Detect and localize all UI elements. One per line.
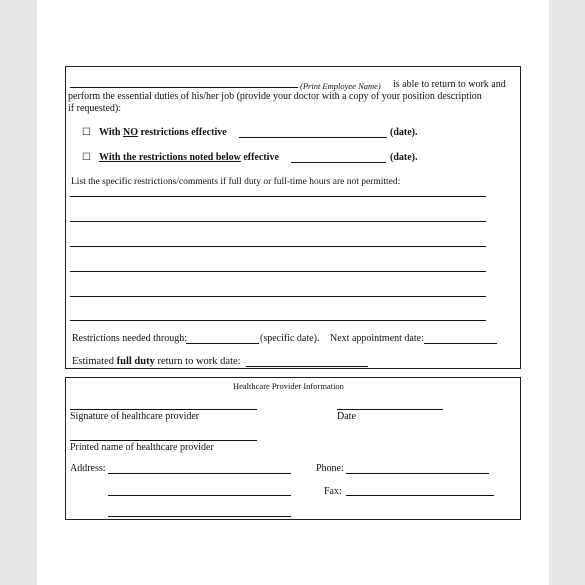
printed-name-field[interactable] <box>70 440 257 441</box>
estimated-prefix: Estimated <box>72 356 117 367</box>
signature-label: Signature of healthcare provider <box>70 411 200 422</box>
address-field-line2[interactable] <box>108 495 291 496</box>
return-statement-line2: perform the essential duties of his/her job (provide your doctor with a copy of your position description <box>68 91 482 102</box>
restriction-line[interactable] <box>70 320 486 321</box>
address-label: Address: <box>70 463 106 474</box>
provider-heading: Healthcare Provider Information <box>233 381 344 391</box>
employee-name-field[interactable] <box>70 87 298 88</box>
restriction-line[interactable] <box>70 246 486 247</box>
restrictions-list-label: List the specific restrictions/comments if full duty or full-time hours are not permitted: <box>71 177 401 187</box>
estimated-bold: full duty <box>116 356 155 367</box>
provider-date-label: Date <box>337 411 356 422</box>
specific-date-label: (specific date). <box>260 333 320 344</box>
with-restrictions-checkbox[interactable]: ☐ <box>82 152 91 163</box>
option2-tail: effective <box>240 152 279 163</box>
printed-name-label: Printed name of healthcare provider <box>70 442 214 453</box>
estimated-return-field[interactable] <box>246 366 368 367</box>
provider-date-field[interactable] <box>337 409 443 410</box>
with-restrictions-date-label: (date). <box>390 152 418 163</box>
print-employee-name-label: (Print Employee Name) <box>300 81 381 91</box>
next-appointment-label: Next appointment date: <box>330 333 424 344</box>
with-restrictions-date-field[interactable] <box>291 162 386 163</box>
no-restrictions-checkbox[interactable]: ☐ <box>82 127 91 138</box>
with-restrictions-label <box>99 152 279 164</box>
restriction-line[interactable] <box>70 271 486 272</box>
option1-tail: effective <box>188 127 227 138</box>
option1-suffix: restrictions <box>138 127 189 138</box>
restrictions-through-label: Restrictions needed through: <box>72 333 187 344</box>
signature-field[interactable] <box>70 409 257 410</box>
no-restrictions-date-label: (date). <box>390 127 418 138</box>
no-restrictions-label <box>99 127 227 139</box>
restriction-line[interactable] <box>70 296 486 297</box>
restriction-line[interactable] <box>70 221 486 222</box>
option2-underlined: With the restrictions noted below <box>99 152 241 163</box>
restriction-line[interactable] <box>70 196 486 197</box>
return-statement-line1: is able to return to work and <box>393 79 506 90</box>
next-appointment-field[interactable] <box>424 343 497 344</box>
option1-emph: NO <box>123 127 138 138</box>
fax-field[interactable] <box>346 495 494 496</box>
estimated-return-label <box>72 356 241 368</box>
option1-prefix: With <box>99 127 123 138</box>
phone-field[interactable] <box>346 473 489 474</box>
address-field-line1[interactable] <box>108 473 291 474</box>
restrictions-through-field[interactable] <box>186 343 259 344</box>
address-field-line3[interactable] <box>108 516 291 517</box>
return-to-work-section <box>65 66 521 369</box>
estimated-suffix: return to work date: <box>154 356 241 367</box>
fax-label: Fax: <box>324 486 342 497</box>
phone-label: Phone: <box>316 463 344 474</box>
no-restrictions-date-field[interactable] <box>239 137 387 138</box>
return-statement-line3: if requested): <box>68 103 122 114</box>
